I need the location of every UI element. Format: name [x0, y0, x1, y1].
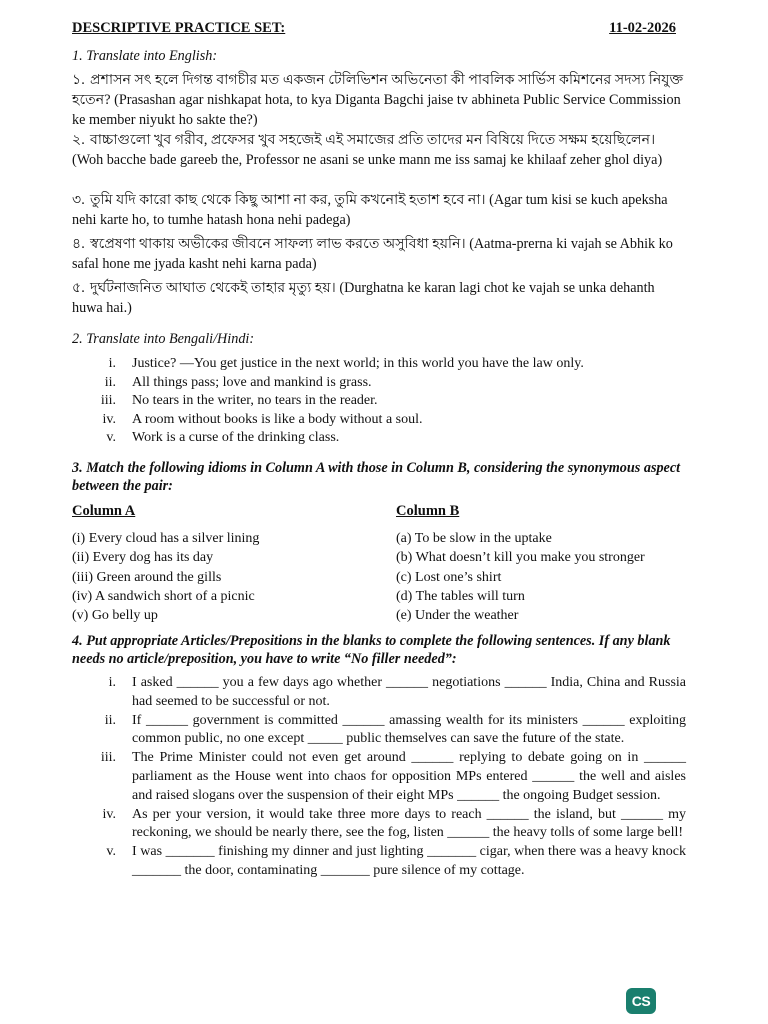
s1-item-number: ১.: [72, 72, 85, 88]
list-item-text: Work is a curse of the drinking class.: [132, 430, 340, 445]
s1-item-5: [72, 278, 686, 318]
list-item: (e) Under the weather: [396, 608, 519, 624]
list-item-number: iii.: [100, 750, 116, 766]
list-item-number: ii.: [104, 712, 116, 728]
list-item: [72, 355, 692, 374]
s1-item-text: প্রশাসন সৎ হলে দিগন্ত বাগচীর মত একজন টেলিভিশন অভিনেতা কী পাবলিক সার্ভিস কমিশনের সদস্য নিযুক্ত হতেন? (Prasashan agar nishkapat hota, to kya Diganta Bagchi jaise tv abhineta Public Service Commission ke member niyukt ho sakte the?): [72, 72, 684, 128]
list-item: (b) What doesn’t kill you make you stronger: [396, 550, 645, 566]
s1-item-3: [72, 190, 686, 230]
list-item: [72, 674, 686, 711]
document-header: [72, 20, 676, 37]
s1-item-2: [72, 130, 686, 170]
list-item-number: ii.: [104, 374, 116, 390]
list-item: [72, 411, 692, 430]
list-item-text: A room without books is like a body without a soul.: [132, 411, 423, 427]
list-item: (c) Lost one’s shirt: [396, 569, 502, 585]
list-item: [72, 749, 686, 805]
list-item: (i) Every cloud has a silver lining: [72, 531, 260, 547]
section-1-title: 1. Translate into English:: [72, 48, 218, 64]
list-item-text: Justice? —You get justice in the next world; in this world you have the law only.: [132, 356, 584, 371]
s1-item-text: তুমি যদি কারো কাছ থেকে কিছু আশা না কর, তুমি কখনোই হতাশ হবে না। (Agar tum kisi se kuch apeksha nehi karte ho, to tumhe hatash hona nehi padega): [72, 192, 668, 228]
list-item-text: As per your version, it would take three more days to reach ______ the island, but ______ my reckoning, we should be nearly there, see the fog, listen ______ the heavy tolls of some large bell!: [132, 806, 686, 841]
section-2-title: 2. Translate into Bengali/Hindi:: [72, 331, 255, 347]
document-title: DESCRIPTIVE PRACTICE SET:: [72, 20, 286, 36]
list-item: [72, 392, 692, 411]
list-item-text: All things pass; love and mankind is grass.: [132, 374, 372, 390]
list-item-number: v.: [106, 844, 116, 860]
list-item-number: iv.: [102, 411, 116, 427]
document-date: 11-02-2026: [609, 20, 676, 36]
s1-item-4: [72, 234, 686, 274]
list-item-number: v.: [106, 430, 116, 445]
list-item-number: iv.: [102, 806, 116, 822]
list-item: [72, 806, 686, 843]
column-a-heading: Column A: [72, 503, 136, 519]
list-item-text: I asked ______ you a few days ago whether ______ negotiations ______ India, China and Russia had seemed to be successful or not.: [132, 675, 686, 709]
list-item: (iv) A sandwich short of a picnic: [72, 588, 255, 604]
list-item: [72, 712, 686, 749]
list-item-text: No tears in the writer, no tears in the reader.: [132, 393, 378, 408]
list-item: [72, 843, 686, 880]
list-item-text: If ______ government is committed ______ amassing wealth for its ministers ______ exploiting common public, no one except _____ public themselves can save the future of the state.: [132, 712, 686, 747]
list-item: [72, 374, 692, 393]
list-item-text: I was _______ finishing my dinner and just lighting _______ cigar, when there was a heavy knock _______ the door, contaminating _______ pure silence of my cottage.: [132, 844, 686, 878]
list-item: (a) To be slow in the uptake: [396, 531, 552, 547]
s1-item-1: [72, 70, 686, 130]
list-item: (v) Go belly up: [72, 608, 158, 624]
column-a: [72, 502, 372, 625]
s1-item-text: স্বপ্রেষণা থাকায় অভীকের জীবনে সাফল্য লাভ করতে অসুবিধা হয়নি। (Aatma-prerna ki vajah se Abhik ko safal hone me jyada kasht nehi karna pada): [72, 236, 673, 272]
list-item: (d) The tables will turn: [396, 588, 525, 604]
section-4-title: 4. Put appropriate Articles/Prepositions in the blanks to complete the following sentences. If any blank needs no article/preposition, you have to write “No filler needed”:: [72, 633, 671, 667]
list-item-number: iii.: [100, 393, 116, 408]
s1-item-text: বাচ্চাগুলো খুব গরীব, প্রফেসর খুব সহজেই এই সমাজের প্রতি তাদের মন বিষিয়ে দিতে সক্ষম হয়েছিলেন। (Woh bacche bade gareeb the, Professor ne asani se unke mann me iss samaj ke khilaaf zeher ghol diya): [72, 132, 663, 168]
list-item-text: The Prime Minister could not even get around ______ replying to debate going on in ______ parliament as the House went into chaos for opposition MPs entered ______ the well and aisles and raised slogans over the suspension of their eight MPs ______ the ongoing Budget session.: [132, 750, 686, 803]
column-b: [396, 502, 696, 625]
s1-item-number: ৩.: [72, 192, 85, 208]
list-item: (ii) Every dog has its day: [72, 550, 214, 566]
s2-list: [72, 355, 692, 448]
camscanner-logo-icon: CS: [626, 988, 656, 1014]
s1-item-number: ৪.: [72, 236, 85, 252]
list-item: [72, 429, 692, 448]
s1-item-text: দুর্ঘটনাজনিত আঘাত থেকেই তাহার মৃত্যু হয়। (Durghatna ke karan lagi chot ke vajah se unka dehanth huwa hai.): [72, 280, 655, 316]
s1-item-number: ২.: [72, 132, 85, 148]
s4-list: [72, 674, 686, 881]
column-b-heading: Column B: [396, 503, 460, 519]
section-3-title: 3. Match the following idioms in Column A with those in Column B, considering the synonymous aspect between the pair:: [72, 460, 681, 494]
s1-item-number: ৫.: [72, 280, 85, 296]
list-item-number: i.: [108, 356, 116, 371]
list-item-number: i.: [108, 675, 116, 690]
list-item: (iii) Green around the gills: [72, 569, 222, 585]
